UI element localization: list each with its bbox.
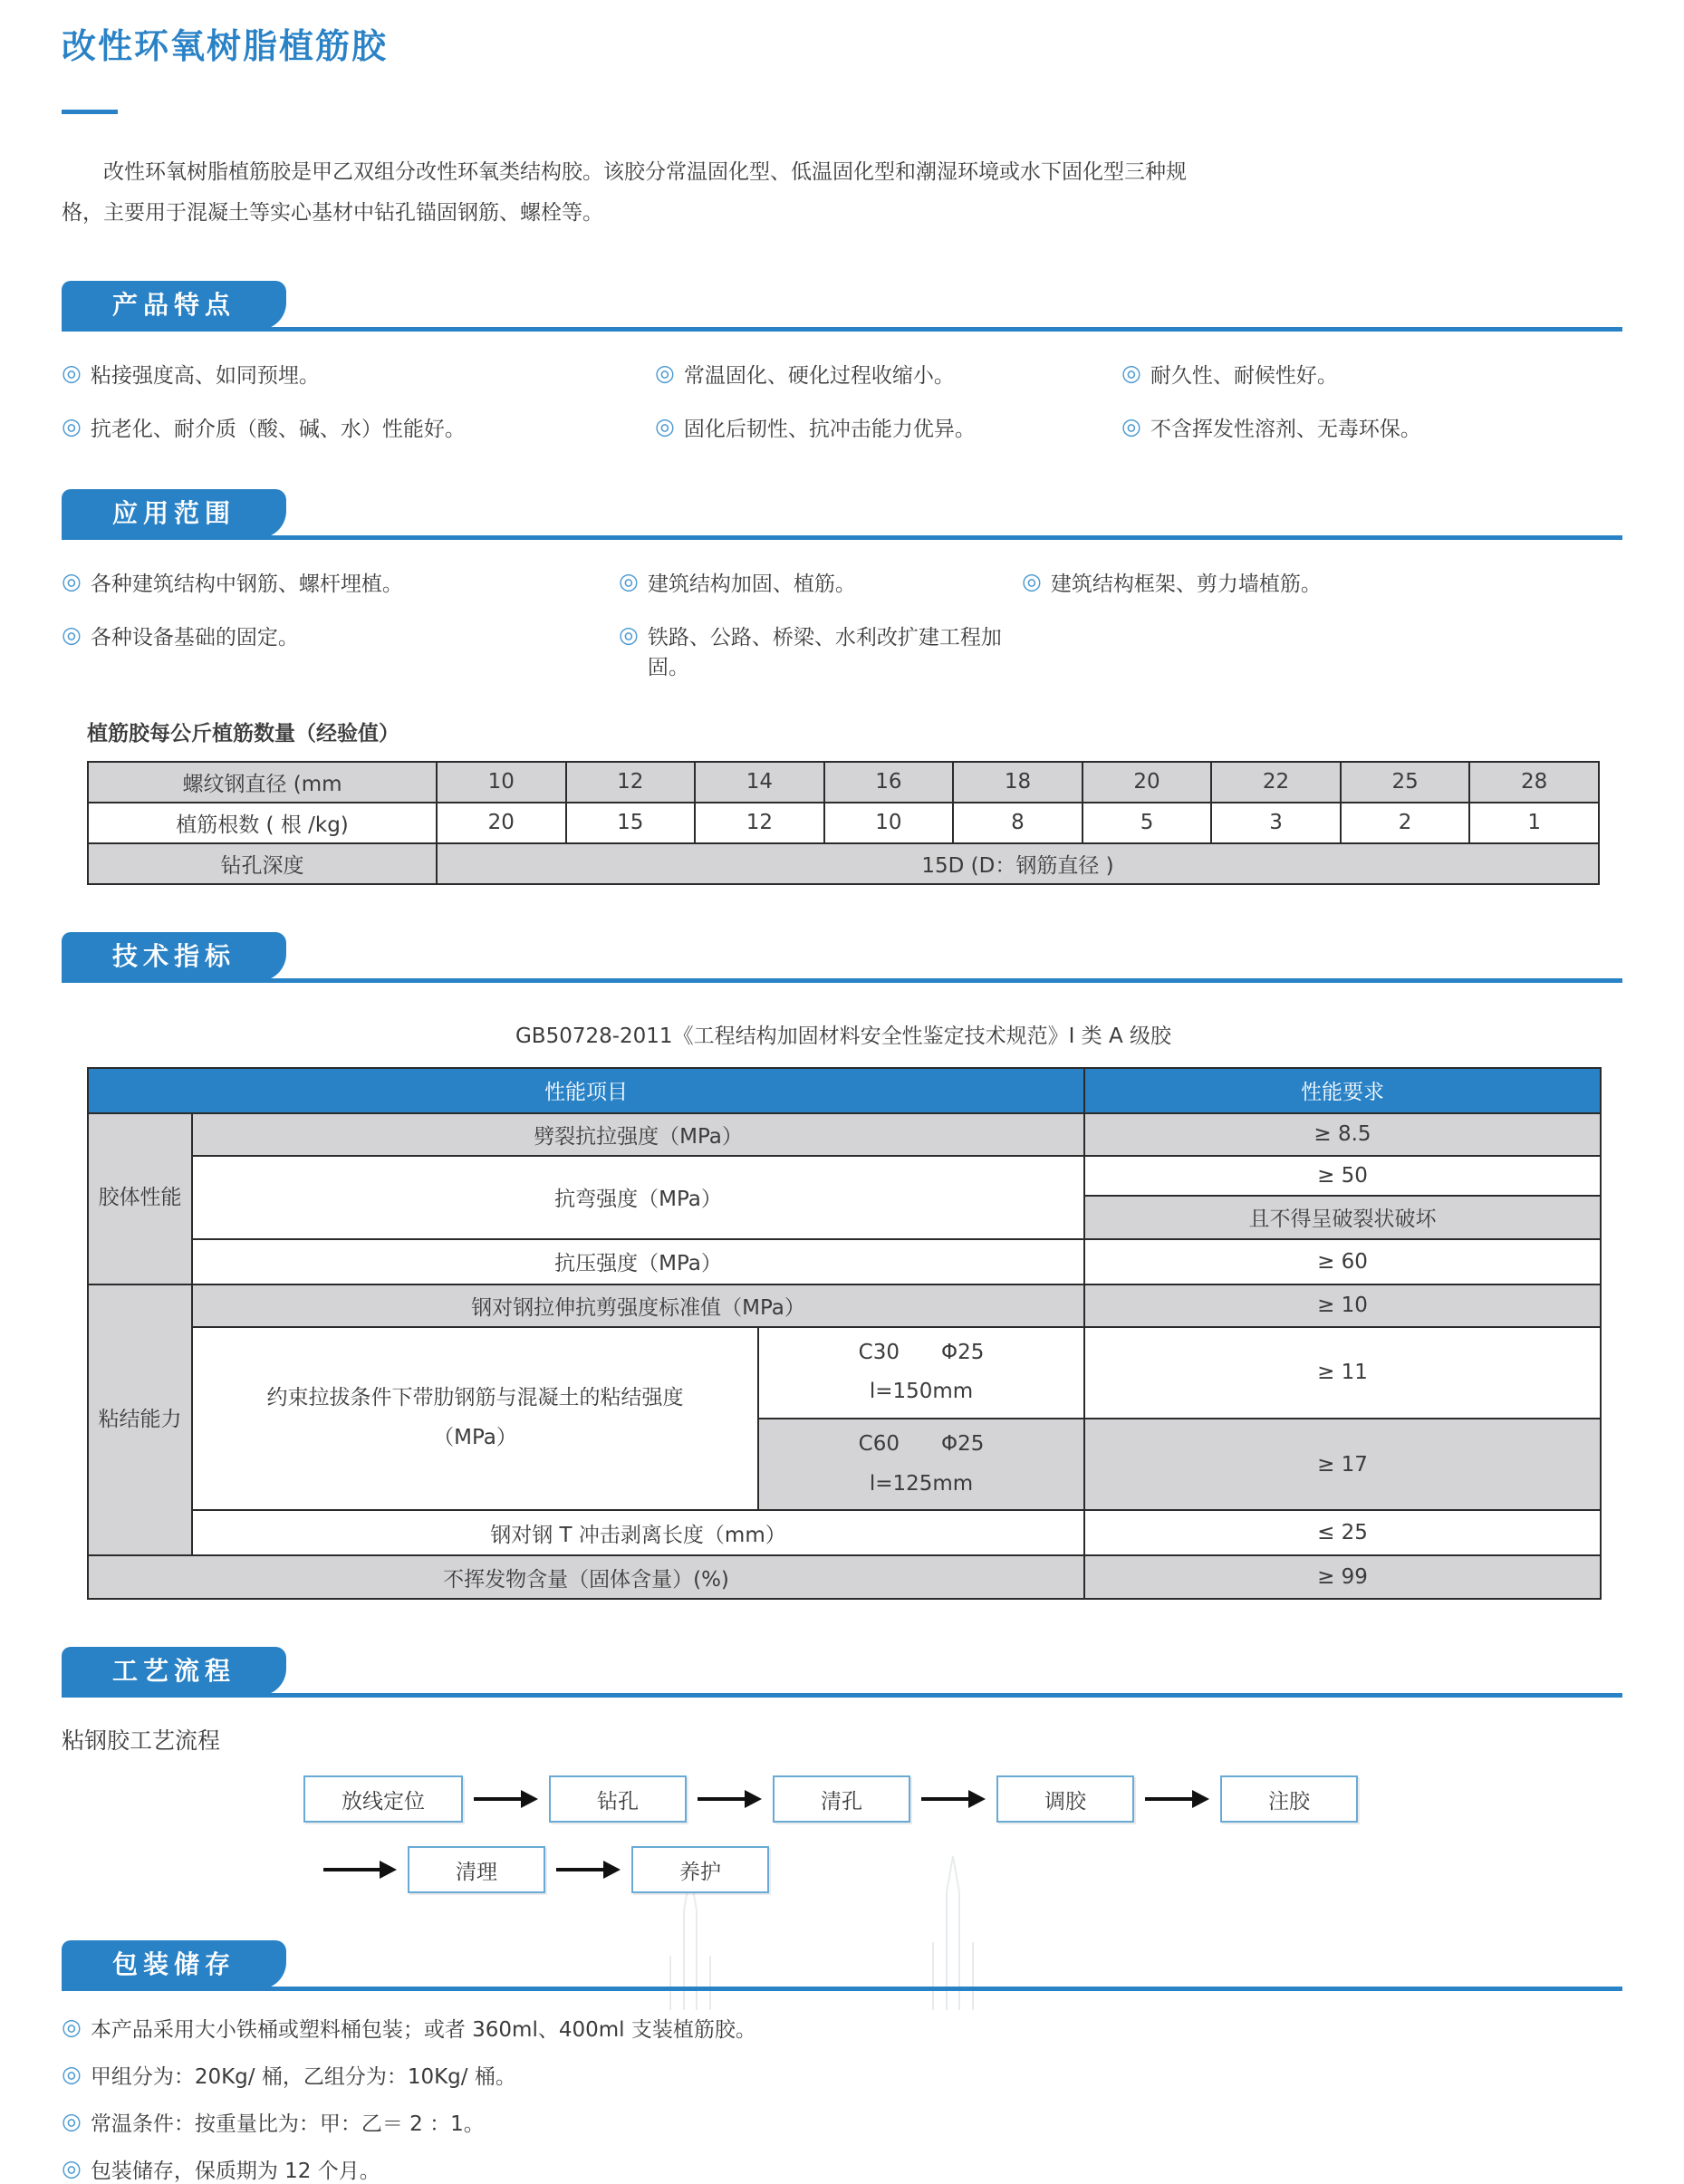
section-features-header [62, 281, 1622, 332]
count-cell: 20 [437, 803, 566, 843]
drill-depth-cell: 15D (D：钢筋直径 ) [437, 843, 1599, 884]
table-row [88, 1284, 1601, 1327]
arrow-right-icon [556, 1861, 621, 1879]
rebar-count-table [87, 761, 1600, 885]
packaging-item [62, 2060, 1622, 2090]
section-applications-header [62, 489, 1622, 540]
diameter-cell: 18 [953, 762, 1083, 803]
double-circle-bullet-icon: ◎ [655, 359, 675, 386]
group-cell-bond: 粘结能力 [88, 1284, 192, 1556]
table-row [88, 1327, 1601, 1419]
feature-item [62, 359, 655, 389]
section-tab-applications: 应用范围 [62, 489, 286, 538]
tech-spec-table [87, 1067, 1602, 1601]
diameter-cell: 10 [437, 762, 566, 803]
application-text: 建筑结构加固、植筋。 [647, 572, 856, 596]
application-item [1022, 567, 1622, 597]
packaging-list [62, 2013, 1622, 2184]
requirement-cell: ≥ 99 [1084, 1555, 1601, 1599]
application-item [62, 567, 619, 597]
count-cell: 3 [1211, 803, 1341, 843]
requirement-cell: ≥ 50 [1084, 1156, 1601, 1196]
count-cell: 8 [953, 803, 1083, 843]
feature-item [655, 412, 1121, 442]
packaging-item [62, 2107, 1622, 2137]
property-cell: 钢对钢拉伸抗剪强度标准值（MPa） [192, 1284, 1084, 1327]
section-tab-tech: 技术指标 [62, 932, 286, 981]
group-cell-body: 胶体性能 [88, 1113, 192, 1284]
count-cell: 10 [824, 803, 954, 843]
table-row [88, 1239, 1601, 1284]
process-step: 养护 [631, 1846, 769, 1893]
packaging-item [62, 2154, 1622, 2184]
process-step: 放线定位 [303, 1775, 463, 1823]
double-circle-bullet-icon: ◎ [62, 2108, 82, 2135]
table-row [88, 803, 1599, 843]
feature-item [1121, 359, 1622, 389]
process-flow-row-2 [313, 1846, 1622, 1893]
double-circle-bullet-icon: ◎ [1121, 412, 1141, 439]
diameter-cell: 28 [1469, 762, 1599, 803]
table-row [88, 1156, 1601, 1196]
process-step: 调胶 [996, 1775, 1134, 1823]
packaging-item [62, 2013, 1622, 2043]
page-title: 改性环氧树脂植筋胶 [62, 26, 389, 66]
table-header-row [88, 1068, 1601, 1113]
count-cell: 5 [1083, 803, 1212, 843]
count-cell: 12 [695, 803, 824, 843]
features-list [62, 359, 1622, 442]
double-circle-bullet-icon: ◎ [619, 621, 639, 648]
double-circle-bullet-icon: ◎ [62, 2155, 82, 2182]
feature-item [1121, 412, 1622, 442]
feature-item [62, 412, 655, 442]
section-tab-process: 工艺流程 [62, 1647, 286, 1696]
property-cell: 抗弯强度（MPa） [192, 1156, 1084, 1239]
section-rule [62, 1987, 1622, 1991]
section-rule [62, 978, 1622, 983]
section-rule [62, 1693, 1622, 1698]
process-step: 清孔 [773, 1775, 910, 1823]
row-label-cell: 钻孔深度 [88, 843, 437, 884]
property-cell: 抗压强度（MPa） [192, 1239, 1084, 1284]
property-cell: 不挥发物含量（固体含量）(%) [88, 1555, 1084, 1599]
col-header-item: 性能项目 [88, 1068, 1084, 1113]
table-row [88, 1510, 1601, 1555]
diameter-cell: 14 [695, 762, 824, 803]
application-text: 建筑结构框架、剪力墙植筋。 [1050, 572, 1322, 596]
diameter-cell: 20 [1083, 762, 1212, 803]
table-row [88, 1113, 1601, 1156]
standard-reference: GB50728-2011《工程结构加固材料安全性鉴定技术规范》I 类 A 级胶 [515, 1024, 1172, 1048]
double-circle-bullet-icon: ◎ [62, 412, 82, 439]
diameter-cell: 16 [824, 762, 954, 803]
table-row [88, 762, 1599, 803]
feature-item [655, 359, 1121, 389]
section-packaging-header [62, 1940, 1622, 1991]
condition-spec: C30 Φ25 [858, 1340, 985, 1364]
table-row [88, 1555, 1601, 1599]
row-label-cell: 植筋根数 ( 根 /kg) [88, 803, 437, 843]
applications-list [62, 567, 1622, 680]
double-circle-bullet-icon: ◎ [619, 567, 639, 594]
packaging-text: 常温条件：按重量比为：甲：乙＝ 2 ：1。 [90, 2112, 485, 2137]
requirement-cell: ≥ 17 [1084, 1419, 1601, 1510]
condition-cell [758, 1327, 1084, 1419]
double-circle-bullet-icon: ◎ [62, 2061, 82, 2088]
double-circle-bullet-icon: ◎ [62, 2014, 82, 2041]
diameter-cell: 22 [1211, 762, 1341, 803]
arrow-right-icon [921, 1790, 986, 1808]
feature-text: 固化后韧性、抗冲击能力优异。 [683, 417, 976, 441]
section-rule [62, 535, 1622, 540]
condition-spec: C60 Φ25 [858, 1432, 985, 1457]
requirement-cell: 且不得呈破裂状破坏 [1084, 1196, 1601, 1239]
double-circle-bullet-icon: ◎ [1121, 359, 1141, 386]
feature-text: 耐久性、耐候性好。 [1150, 363, 1338, 388]
requirement-cell: ≤ 25 [1084, 1510, 1601, 1555]
requirement-cell: ≥ 11 [1084, 1327, 1601, 1419]
application-item [62, 621, 619, 680]
double-circle-bullet-icon: ◎ [1022, 567, 1042, 594]
diameter-cell: 12 [566, 762, 696, 803]
process-step: 清理 [408, 1846, 545, 1893]
count-cell: 2 [1341, 803, 1470, 843]
property-cell: 劈裂抗拉强度（MPa） [192, 1113, 1084, 1156]
arrow-right-icon [698, 1790, 762, 1808]
condition-length: l=125mm [869, 1471, 974, 1496]
application-item [619, 621, 1022, 680]
count-cell: 15 [566, 803, 696, 843]
double-circle-bullet-icon: ◎ [62, 567, 82, 594]
feature-text: 粘接强度高、如同预埋。 [90, 363, 320, 388]
double-circle-bullet-icon: ◎ [62, 359, 82, 386]
table-row [88, 843, 1599, 884]
count-cell: 1 [1469, 803, 1599, 843]
condition-cell [758, 1419, 1084, 1510]
arrow-right-icon [1145, 1790, 1209, 1808]
feature-text: 不含挥发性溶剂、无毒环保。 [1150, 417, 1421, 441]
property-cell: 约束拉拔条件下带肋钢筋与混凝土的粘结强度（MPa） [192, 1327, 758, 1511]
application-text: 各种建筑结构中钢筋、螺杆埋植。 [90, 572, 403, 596]
diameter-cell: 25 [1341, 762, 1470, 803]
requirement-cell: ≥ 8.5 [1084, 1113, 1601, 1156]
packaging-text: 本产品采用大小铁桶或塑料桶包装；或者 360ml、400ml 支装植筋胶。 [90, 2018, 756, 2043]
col-header-req: 性能要求 [1084, 1068, 1601, 1113]
title-underline [62, 110, 118, 114]
feature-text: 抗老化、耐介质（酸、碱、水）性能好。 [90, 417, 466, 441]
process-flow-row-1 [303, 1775, 1622, 1823]
packaging-text: 包装储存，保质期为 12 个月。 [90, 2160, 380, 2184]
row-label-cell: 螺纹钢直径 (mm [88, 762, 437, 803]
application-item [619, 567, 1022, 597]
property-cell: 钢对钢 T 冲击剥离长度（mm） [192, 1510, 1084, 1555]
application-text: 各种设备基础的固定。 [90, 625, 299, 649]
process-step: 钻孔 [549, 1775, 687, 1823]
section-process-header [62, 1647, 1622, 1698]
requirement-cell: ≥ 60 [1084, 1239, 1601, 1284]
condition-length: l=150mm [869, 1380, 974, 1404]
section-tab-packaging: 包装储存 [62, 1940, 286, 1989]
section-rule [62, 327, 1622, 332]
process-step: 注胶 [1220, 1775, 1358, 1823]
intro-paragraph: 改性环氧树脂植筋胶是甲乙双组分改性环氧类结构胶。该胶分常温固化型、低温固化型和潮湿环境或水下固化型三种规格，主要用于混凝土等实心基材中钻孔锚固钢筋、螺栓等。 [62, 160, 1187, 225]
rebar-table-caption: 植筋胶每公斤植筋数量（经验值） [87, 721, 399, 746]
section-tech-header [62, 932, 1622, 983]
application-text: 铁路、公路、桥梁、水利改扩建工程加固。 [647, 625, 1002, 679]
feature-text: 常温固化、硬化过程收缩小。 [683, 363, 955, 388]
section-tab-features: 产品特点 [62, 281, 286, 330]
double-circle-bullet-icon: ◎ [62, 621, 82, 648]
double-circle-bullet-icon: ◎ [655, 412, 675, 439]
arrow-right-icon [474, 1790, 538, 1808]
packaging-text: 甲组分为：20Kg/ 桶，乙组分为：10Kg/ 桶。 [90, 2065, 516, 2090]
requirement-cell: ≥ 10 [1084, 1284, 1601, 1327]
arrow-right-icon [323, 1861, 397, 1879]
process-subtitle: 粘钢胶工艺流程 [62, 1727, 221, 1755]
